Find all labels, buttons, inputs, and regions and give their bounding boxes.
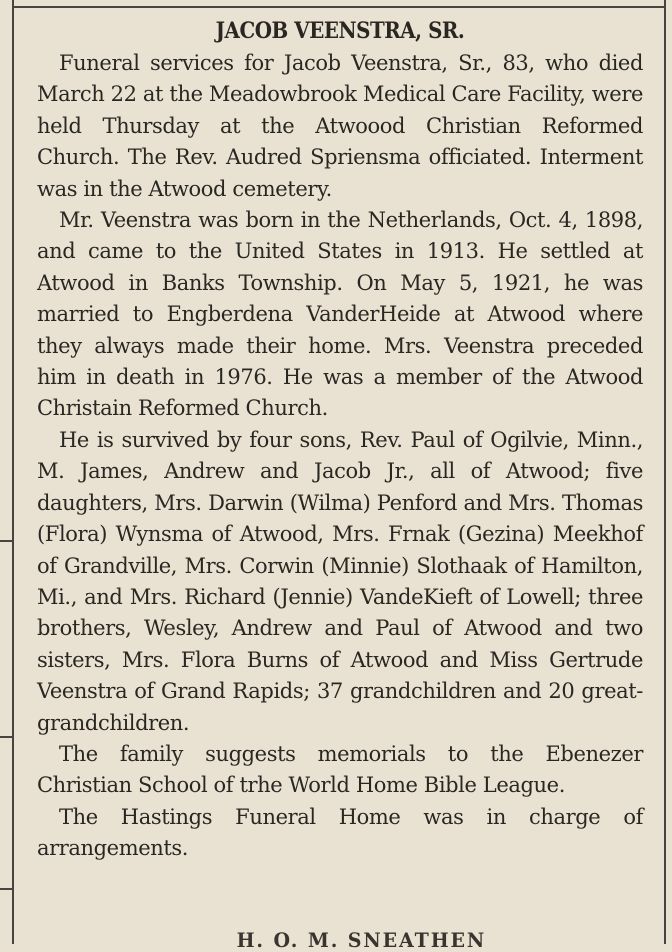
article-paragraph: Funeral services for Jacob Veenstra, Sr., 83, who died March 22 at the Meadowbrook Medical Care Facility, were held Thursday at the Atwoood Christian Reformed Church. The Rev. Audred Spriensma officiated. Interment was in the Atwood cemetery. — [37, 51, 643, 201]
column-rule-top — [12, 6, 666, 8]
article-headline: JACOB VEENSTRA, SR. — [215, 18, 465, 44]
column-tick — [0, 540, 12, 542]
article-paragraph: The Hastings Funeral Home was in charge of arrangements. — [37, 804, 643, 861]
column-tick — [0, 736, 12, 738]
article-paragraph: He is survived by four sons, Rev. Paul of Ogilvie, Minn., M. James, Andrew and Jacob Jr., all of Atwood; five daughters, Mrs. Darwin (Wilma) Penford and Mrs. Thomas (Flora) Wynsma of Atwood, Mrs. Frnak (Gezina) Meekhof of Grandville, Mrs. Corwin (Minnie) Slothaak of Hamilton, Mi., and Mrs. Richard (Jennie) VandeKieft of Lowell; three brothers, Wesley, Andrew and Paul of Atwood and two sisters, Mrs. Flora Burns of Atwood and Miss Gertrude Veenstra of Grand Rapids; 37 grandchildren and 20 great-grandchildren. — [37, 427, 643, 735]
next-article-heading: H. O. M. SNEATHEN — [236, 928, 487, 952]
article-paragraph: The family suggests memorials to the Ebenezer Christian School of trhe World Home Bible League. — [37, 741, 643, 798]
column-rule-left — [12, 0, 14, 944]
column-tick — [0, 888, 12, 890]
article-paragraph: Mr. Veenstra was born in the Netherlands, Oct. 4, 1898, and came to the United States in 1913. He settled at Atwood in Banks Township. On May 5, 1921, he was married to Engberdena VanderHeide at Atwood where they always made their home. Mrs. Veenstra preceded him in death in 1976. He was a member of the Atwood Christain Reformed Church. — [37, 208, 643, 421]
obituary-article — [37, 14, 643, 865]
column-rule-right — [664, 0, 666, 944]
